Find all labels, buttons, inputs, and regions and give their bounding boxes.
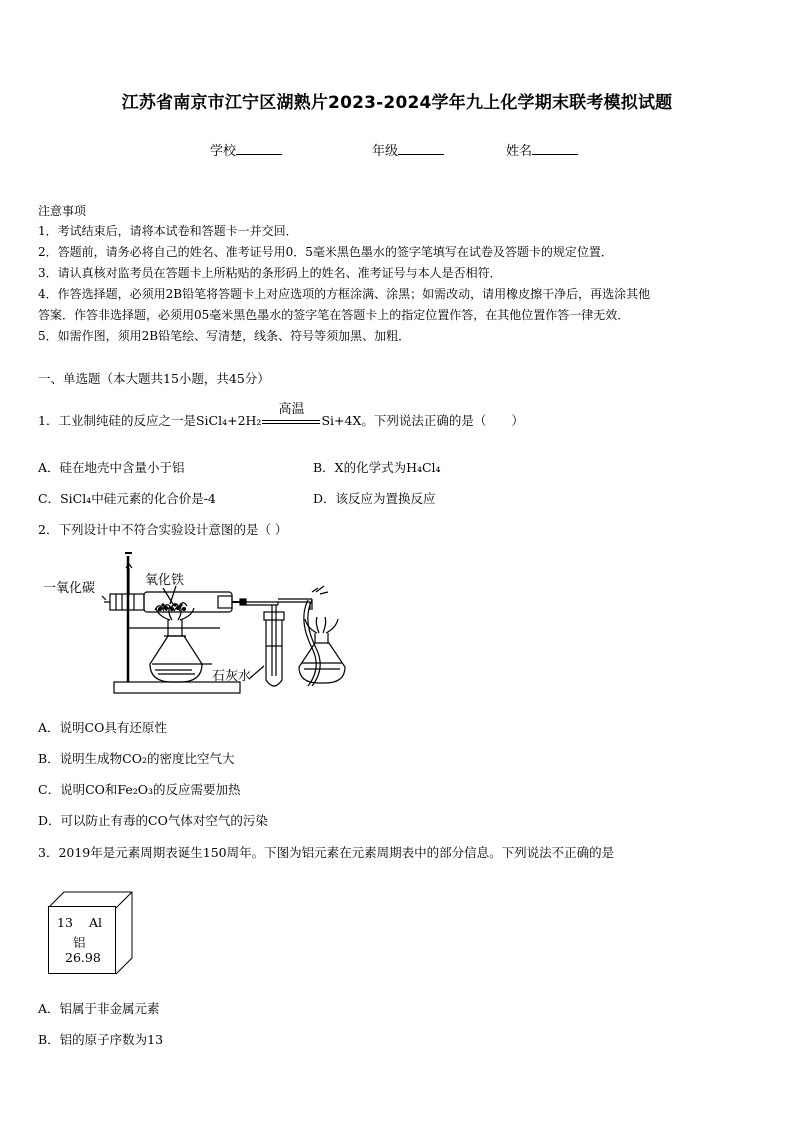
school-label: 学校 xyxy=(210,144,237,159)
school-field xyxy=(210,140,282,159)
q1-prefix: 1．工业制纯硅的反应之一是 xyxy=(38,413,196,428)
q3-option-b: B．铝的原子序数为13 xyxy=(38,1032,164,1047)
label-iron-oxide: 氧化铁 xyxy=(145,573,185,588)
q1-option-b: B．X的化学式为H₄Cl₄ xyxy=(313,460,441,475)
question-3-stem: 3．2019年是元素周期表诞生150周年。下图为铝元素在元素周期表中的部分信息。下列说法不正确的是 xyxy=(38,845,615,860)
name-label: 姓名 xyxy=(506,144,533,159)
q3-option-a: A．铝属于非金属元素 xyxy=(38,1001,160,1016)
element-name: 铝 xyxy=(73,935,86,950)
grade-field xyxy=(372,140,444,159)
reaction-condition: 高温 xyxy=(278,401,305,417)
notice-item: 3．请认真核对监考员在答题卡上所粘贴的条形码上的姓名、准考证号与本人是否相符． xyxy=(38,266,502,280)
notice-item: 1．考试结束后，请将本试卷和答题卡一并交回． xyxy=(38,224,298,238)
school-blank xyxy=(236,142,282,155)
section-heading: 一、单选题（本大题共15小题，共45分） xyxy=(38,371,270,386)
element-atomic-number: 13 xyxy=(57,915,73,930)
question-1-stem xyxy=(38,401,524,429)
notice-item: 答案．作答非选择题，必须用05毫米黑色墨水的签字笔在答题卡上的指定位置作答，在其他位置作答一律无效． xyxy=(38,308,630,322)
q2-option-b: B．说明生成物CO₂的密度比空气大 xyxy=(38,751,235,766)
question-2-stem: 2．下列设计中不符合实验设计意图的是（ ） xyxy=(38,522,288,537)
notice-heading: 注意事项 xyxy=(38,204,87,218)
label-carbon-monoxide: 一氧化碳 xyxy=(43,581,96,596)
q2-option-c: C．说明CO和Fe₂O₃的反应需要加热 xyxy=(38,782,241,797)
q1-suffix: 。下列说法正确的是（ ） xyxy=(361,413,524,428)
notice-item: 2．答题前，请务必将自己的姓名、准考证号用0．5毫米黑色墨水的签字笔填写在试卷及答题卡的规定位置． xyxy=(38,245,613,259)
element-symbol: Al xyxy=(89,915,103,930)
grade-label: 年级 xyxy=(372,144,399,159)
experiment-apparatus-figure xyxy=(40,548,370,703)
label-limewater: 石灰水 xyxy=(212,669,252,684)
name-field xyxy=(506,140,578,159)
name-blank xyxy=(532,142,578,155)
grade-blank xyxy=(398,142,444,155)
q1-reactants: SiCl₄+2H₂ xyxy=(195,413,262,428)
q1-option-c: C．SiCl₄中硅元素的化合价是-4 xyxy=(38,491,216,506)
q2-option-a: A．说明CO具有还原性 xyxy=(38,720,167,735)
q2-option-d: D．可以防止有毒的CO气体对空气的污染 xyxy=(38,813,268,828)
reaction-arrow xyxy=(262,401,320,429)
q1-option-d: D．该反应为置换反应 xyxy=(313,491,436,506)
aluminum-element-card xyxy=(48,906,116,974)
element-atomic-mass: 26.98 xyxy=(65,950,101,965)
page-title: 江苏省南京市江宁区湖熟片2023-2024学年九上化学期末联考模拟试题 xyxy=(121,93,673,113)
notice-item: 4．作答选择题，必须用2B铅笔将答题卡上对应选项的方框涂满、涂黑；如需改动，请用橡皮擦干净后，再选涂其他 xyxy=(38,287,651,301)
notice-item: 5．如需作图，须用2B铅笔绘、写清楚，线条、符号等须加黑、加粗． xyxy=(38,329,411,343)
q1-option-a: A．硅在地壳中含量小于铝 xyxy=(38,460,185,475)
q1-products: Si+4X xyxy=(321,413,362,428)
